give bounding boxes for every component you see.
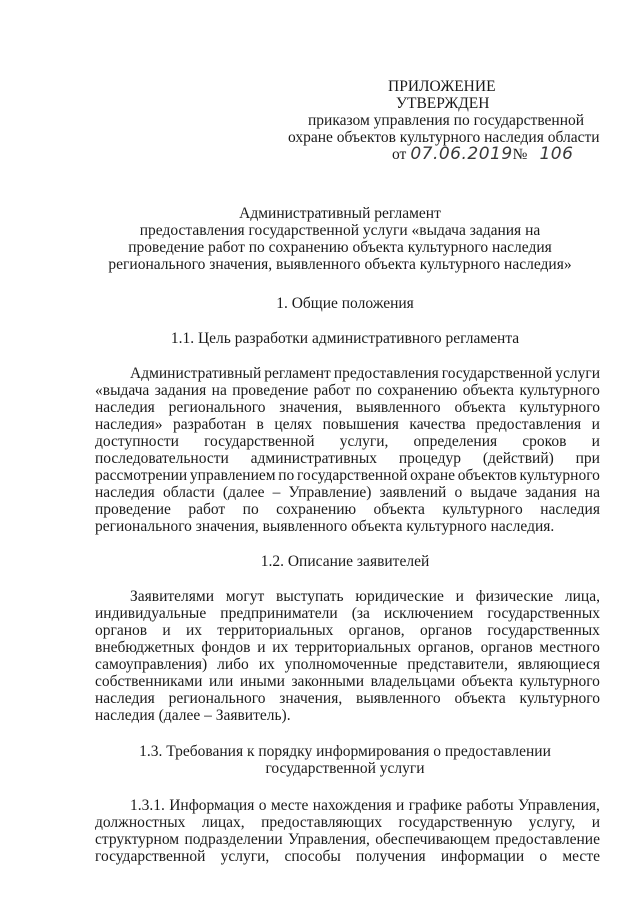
- word: и: [591, 433, 600, 450]
- paragraph-line: [95, 416, 600, 433]
- order-line-1: приказом управления по государственной: [308, 112, 585, 129]
- subsection-1-1-heading: 1.1. Цель разработки административного регламента: [170, 330, 520, 347]
- word: и: [591, 416, 600, 433]
- word: органов,: [348, 622, 405, 639]
- word: объекта: [373, 501, 425, 518]
- word: управлением: [189, 467, 276, 484]
- word: государственной: [95, 848, 206, 865]
- word: получения: [355, 848, 426, 865]
- justified-words: [95, 814, 600, 831]
- word: органов: [480, 639, 533, 656]
- word: месте: [562, 848, 600, 865]
- word: разработан: [173, 416, 246, 433]
- paragraph-line: наследия (далее – Заявитель).: [95, 707, 291, 724]
- justified-words: [95, 622, 600, 639]
- justified-words: [95, 484, 600, 501]
- paragraph-line: [95, 605, 600, 622]
- word: их: [272, 639, 289, 656]
- word: информации: [440, 848, 525, 865]
- word: задания: [525, 484, 577, 501]
- word: целях: [274, 416, 313, 433]
- word: сохранению: [377, 382, 458, 399]
- word: выявленного: [356, 690, 441, 707]
- word: административных: [250, 450, 378, 467]
- word: объекта: [454, 399, 506, 416]
- justified-words: [95, 848, 600, 865]
- word: по: [278, 467, 295, 484]
- paragraph-line: регионального значения, выявленного объекта культурного наследия.: [95, 518, 555, 535]
- paragraph-line: [95, 690, 600, 707]
- word: исключением: [383, 605, 474, 622]
- order-line-2: охране объектов культурного наследия области: [288, 129, 600, 146]
- paragraph-line: [95, 848, 600, 865]
- justified-words: [130, 365, 600, 382]
- word: предоставляющих: [261, 814, 383, 831]
- word: (действий): [482, 450, 554, 467]
- order-date-number-line: [268, 146, 604, 163]
- word: месте: [270, 797, 309, 814]
- paragraph-line: [95, 814, 600, 831]
- paragraph-line: [95, 450, 600, 467]
- title-line-4: регионального значения, выявленного объекта культурного наследия»: [108, 256, 572, 273]
- word: владельцами: [370, 673, 456, 690]
- word: работ: [313, 382, 351, 399]
- paragraph-line: [95, 588, 600, 605]
- paragraph-line: [95, 365, 600, 382]
- word: услугу,: [528, 814, 576, 831]
- word: государственную: [398, 814, 513, 831]
- word: фондов: [201, 639, 251, 656]
- word: выявленного: [356, 399, 441, 416]
- word: в: [256, 416, 264, 433]
- word: наследия: [95, 484, 155, 501]
- justified-words: [130, 588, 600, 605]
- word: культурного: [519, 690, 600, 707]
- word: внебюджетных: [95, 639, 195, 656]
- paragraph-line: [95, 399, 600, 416]
- subsection-1-3-heading-line-1: 1.3. Требования к порядку информирования о предоставлении: [139, 743, 551, 760]
- word: государственной: [204, 433, 315, 450]
- word: физические: [475, 588, 554, 605]
- word: работы: [466, 797, 514, 814]
- word: проведение: [95, 501, 171, 518]
- word: самоуправления): [95, 656, 208, 673]
- word: собственниками: [95, 673, 203, 690]
- word: представители,: [407, 656, 508, 673]
- word: местного: [539, 639, 600, 656]
- word: о: [539, 848, 548, 865]
- paragraph-line: [95, 673, 600, 690]
- paragraph-line: [95, 656, 600, 673]
- word: уполномоченные: [284, 656, 398, 673]
- word: задания: [154, 382, 207, 399]
- word: Информация: [169, 797, 255, 814]
- word: процедур: [398, 450, 461, 467]
- word: иными: [239, 673, 285, 690]
- paragraph-line: [95, 831, 600, 848]
- title-line-3: проведение работ по сохранению объекта культурного наследия: [128, 239, 552, 256]
- title-line-2: предоставления государственной услуги «выдача задания на: [139, 222, 541, 239]
- word: качества: [409, 416, 466, 433]
- word: охране: [410, 467, 456, 484]
- word: регионального: [168, 690, 266, 707]
- word: обеспечивающем: [375, 831, 490, 848]
- word: о: [258, 797, 267, 814]
- word: регламент: [264, 365, 331, 382]
- word: Управления,: [518, 797, 600, 814]
- word: повышения: [322, 416, 399, 433]
- order-prefix: от: [392, 146, 407, 163]
- word: подразделении: [184, 831, 283, 848]
- justified-words: [95, 399, 600, 416]
- justified-words: [95, 501, 600, 518]
- word: органов: [95, 622, 148, 639]
- word: предоставления: [476, 416, 582, 433]
- justified-words: [95, 831, 600, 848]
- word: государственных: [487, 605, 600, 622]
- paragraph-1-1: [95, 365, 600, 535]
- title-line-1: Административный регламент: [239, 205, 441, 222]
- paragraph-line: [95, 467, 600, 484]
- section-1-heading: 1. Общие положения: [276, 295, 414, 312]
- word: структурном: [95, 831, 180, 848]
- word: –: [272, 484, 281, 501]
- word: графике: [408, 797, 463, 814]
- word: нахождения: [312, 797, 392, 814]
- word: последовательности: [95, 450, 229, 467]
- word: Управление): [288, 484, 372, 501]
- justified-words: [95, 382, 600, 399]
- paragraph-line: [95, 433, 600, 450]
- word: работ: [188, 501, 226, 518]
- word: культурного: [519, 399, 600, 416]
- word: (за: [351, 605, 370, 622]
- word: на: [211, 382, 227, 399]
- word: проведение: [232, 382, 309, 399]
- word: заявлений: [379, 484, 447, 501]
- word: либо: [217, 656, 249, 673]
- word: должностных: [95, 814, 186, 831]
- word: наследия: [95, 399, 155, 416]
- word: предприниматели: [220, 605, 338, 622]
- word: культурного: [519, 673, 600, 690]
- justified-words: [95, 450, 600, 467]
- subsection-1-3-heading-line-2: государственной услуги: [265, 760, 425, 777]
- word: государственных: [487, 622, 600, 639]
- word: рассмотрении: [95, 467, 188, 484]
- word: сохранению: [276, 501, 357, 518]
- paragraph-line: [95, 484, 600, 501]
- word: определения: [413, 433, 498, 450]
- word: и: [162, 622, 171, 639]
- word: или: [208, 673, 234, 690]
- word: органов,: [417, 639, 474, 656]
- word: сроков: [522, 433, 567, 450]
- word: лицах,: [201, 814, 245, 831]
- word: способы: [284, 848, 341, 865]
- word: Административный: [130, 365, 262, 382]
- word: культурного: [519, 382, 600, 399]
- word: о: [454, 484, 463, 501]
- approved-label: УТВЕРЖДЕН: [396, 95, 490, 112]
- word: юридические: [355, 588, 444, 605]
- appendix-label: ПРИЛОЖЕНИЕ: [388, 78, 496, 95]
- word: являющиеся: [517, 656, 600, 673]
- word: на: [584, 484, 600, 501]
- word: объектов: [457, 467, 517, 484]
- justified-words: [95, 467, 600, 484]
- word: индивидуальные: [95, 605, 207, 622]
- handwritten-order-number: 106: [539, 144, 574, 164]
- word: услуги: [555, 365, 600, 382]
- word: Управления,: [288, 831, 370, 848]
- justified-words: [130, 797, 600, 814]
- justified-words: [95, 656, 600, 673]
- word: государственной: [441, 365, 553, 382]
- word: культурного: [519, 467, 600, 484]
- word: лица,: [564, 588, 600, 605]
- word: органов: [419, 622, 473, 639]
- paragraph-line: [95, 501, 600, 518]
- word: объекта: [461, 673, 513, 690]
- word: регионального: [168, 399, 266, 416]
- word: территориальных: [217, 622, 334, 639]
- word: и: [257, 639, 266, 656]
- word: услуги,: [220, 848, 270, 865]
- word: значения,: [279, 399, 343, 416]
- approval-header: [268, 78, 604, 163]
- justified-words: [95, 690, 600, 707]
- justified-words: [95, 416, 600, 433]
- word: культурного: [442, 501, 523, 518]
- word: 1.3.1.: [130, 797, 165, 814]
- word: объекта: [462, 382, 515, 399]
- word: могут: [225, 588, 265, 605]
- word: (далее: [222, 484, 265, 501]
- word: предоставления: [333, 365, 439, 382]
- word: объекта: [454, 690, 506, 707]
- paragraph-1-3-1: [95, 797, 600, 865]
- justified-words: [95, 605, 600, 622]
- word: наследия»: [95, 416, 163, 433]
- word: законными: [291, 673, 365, 690]
- paragraph-line: [95, 639, 600, 656]
- word: и: [396, 797, 405, 814]
- word: по: [242, 501, 259, 518]
- word: территориальных: [295, 639, 412, 656]
- paragraph-line: [95, 622, 600, 639]
- word: выступать: [276, 588, 344, 605]
- word: значения,: [279, 690, 343, 707]
- word: их: [258, 656, 275, 673]
- justified-words: [95, 433, 600, 450]
- word: выдаче: [470, 484, 517, 501]
- word: и: [455, 588, 464, 605]
- word: предоставление: [495, 831, 600, 848]
- word: доступности: [95, 433, 179, 450]
- word: при: [575, 450, 600, 467]
- word: по: [355, 382, 372, 399]
- word: и: [591, 814, 600, 831]
- word: услуги,: [339, 433, 389, 450]
- word: их: [185, 622, 203, 639]
- subsection-1-2-heading: 1.2. Описание заявителей: [260, 553, 430, 570]
- paragraph-line: [95, 797, 600, 814]
- word: государственной: [296, 467, 408, 484]
- paragraph-1-2: [95, 588, 600, 724]
- paragraph-line: [95, 382, 600, 399]
- word: Заявителями: [130, 588, 215, 605]
- document-title: [100, 205, 580, 273]
- word: наследия: [95, 690, 155, 707]
- justified-words: [95, 673, 600, 690]
- justified-words: [95, 639, 600, 656]
- order-number-sign: №: [512, 146, 528, 163]
- word: наследия: [540, 501, 600, 518]
- word: «выдача: [95, 382, 150, 399]
- handwritten-order-date: 07.06.2019: [410, 144, 513, 164]
- word: области: [162, 484, 215, 501]
